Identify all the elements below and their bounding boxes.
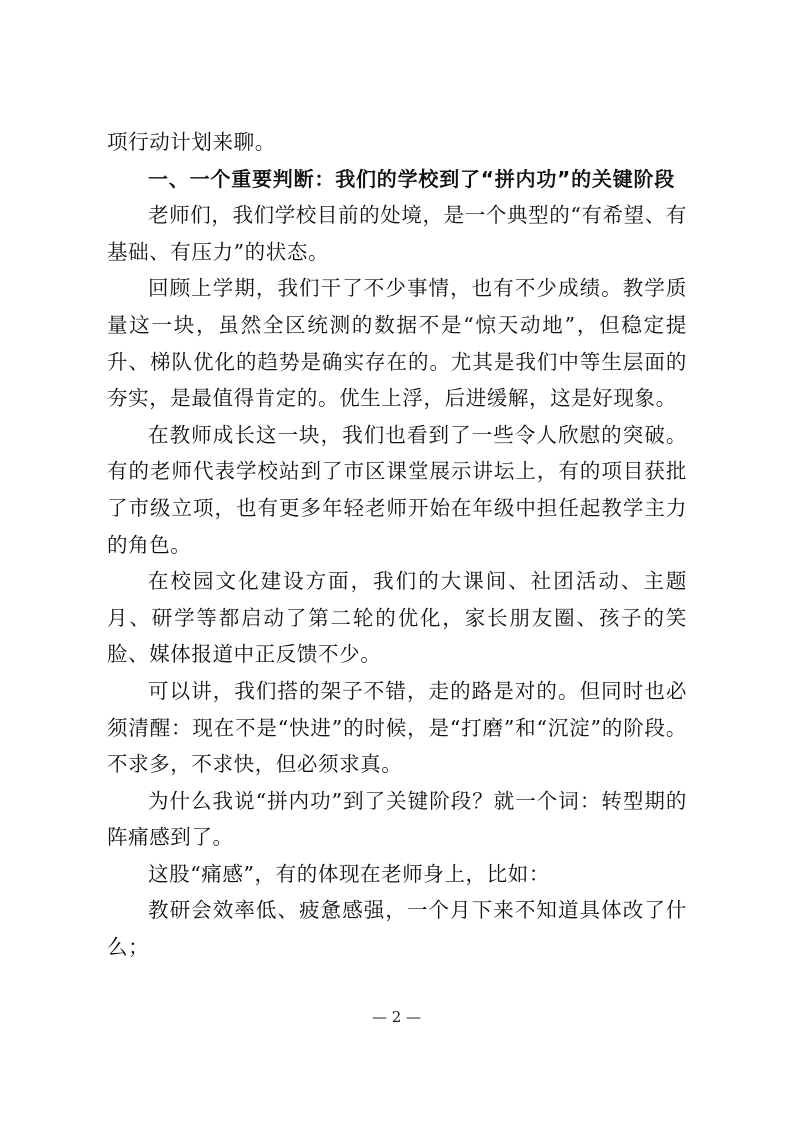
paragraph-teacher-growth: 在教师成长这一块，我们也看到了一些令人欣慰的突破。有的老师代表学校站到了市区课堂展示讲坛上，有的项目获批了市级立项，也有更多年轻老师开始在年级中担任起教学主力的角色。 bbox=[107, 422, 687, 557]
paragraph-situation: 老师们，我们学校目前的处境，是一个典型的“有希望、有基础、有压力”的状态。 bbox=[107, 203, 687, 264]
paragraph-pain-example: 教研会效率低、疲惫感强，一个月下来不知道具体改了什么； bbox=[107, 898, 687, 960]
paragraph-campus-culture: 在校园文化建设方面，我们的大课间、社团活动、主题月、研学等都启动了第二轮的优化，家长朋友圈、孩子的笑脸、媒体报道中正反馈不少。 bbox=[107, 569, 687, 667]
paragraph-continuation: 项行动计划来聊。 bbox=[107, 130, 276, 154]
paragraph-pain-intro: 这股“痛感”，有的体现在老师身上，比如： bbox=[148, 861, 550, 886]
paragraph-review: 回顾上学期，我们干了不少事情，也有不少成绩。教学质量这一块，虽然全区统测的数据不是“惊天动地”，但稳定提升、梯队优化的趋势是确实存在的。尤其是我们中等生层面的夯实，是最值得肯定的。优生上浮，后进缓解，这是好现象。 bbox=[107, 276, 687, 411]
section-heading: 一、一个重要判断：我们的学校到了“拼内功”的关键阶段 bbox=[148, 166, 676, 191]
document-body bbox=[107, 124, 687, 966]
paragraph-question: 为什么我说“拼内功”到了关键阶段？就一个词：转型期的阵痛感到了。 bbox=[107, 788, 687, 850]
paragraph-summary: 可以讲，我们搭的架子不错，走的路是对的。但同时也必须清醒：现在不是“快进”的时候，是“打磨”和“沉淀”的阶段。不求多，不求快，但必须求真。 bbox=[107, 678, 687, 777]
page-number: — 2 — bbox=[371, 1008, 422, 1026]
